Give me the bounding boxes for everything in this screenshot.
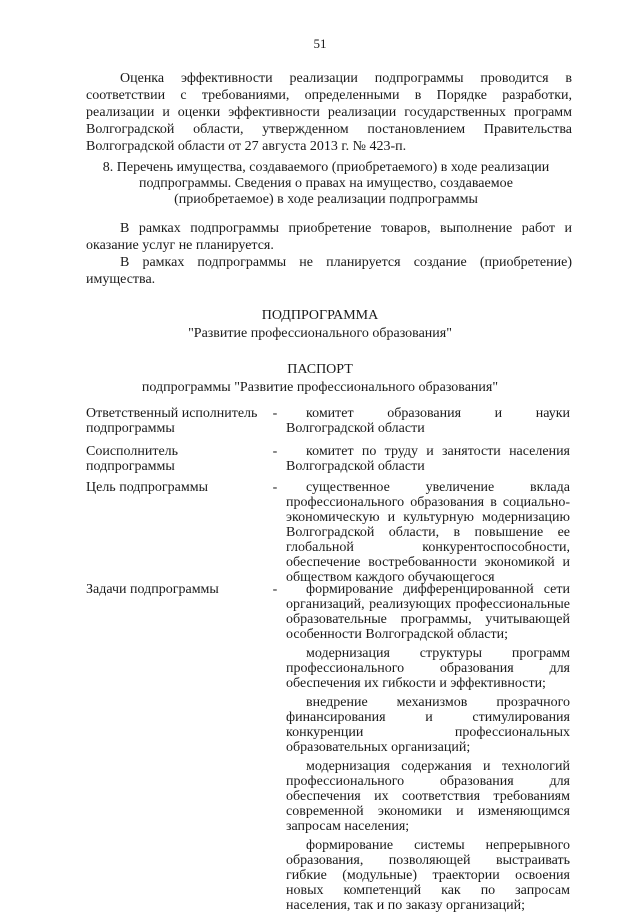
task-item: формирование системы непрерывного образования, позволяющей выстраивать гибкие (модульные) траектории освоения новых компетенций как по запросам населения, так и по заказу организаций; [286, 838, 570, 913]
task-item: внедрение механизмов прозрачного финансирования и стимулирования конкуренции профессиональных образовательных организаций; [286, 695, 570, 755]
goal-label: Цель подпрограммы [86, 480, 208, 495]
dash-separator: - [272, 480, 278, 495]
dash-separator: - [272, 582, 278, 597]
goal-value [286, 480, 570, 589]
subprogram-title: "Развитие профессионального образования" [188, 326, 452, 341]
responsible-label: Ответственный исполнитель подпрограммы [86, 406, 258, 436]
responsible-value-text: комитет образования и науки Волгоградской области [286, 406, 570, 436]
passport-heading: ПАСПОРТ [287, 362, 353, 377]
tasks-label: Задачи подпрограммы [86, 582, 219, 597]
section-8-heading: 8. Перечень имущества, создаваемого (приобретаемого) в ходе реализации подпрограммы. Сведения о правах на имущество, создаваемое (приобретаемое) в ходе реализации подпрограммы [102, 160, 550, 207]
task-item: модернизация структуры программ профессионального образования для обеспечения их гибкости и эффективности; [286, 646, 570, 691]
goal-value-text: существенное увеличение вклада профессионального образования в социально-экономическую и культурную модернизацию Волгоградской области, в повышение ее глобальной конкурентоспособности, обеспечение востребованности экономикой и обществом каждого обучающегося [286, 480, 570, 585]
property-paragraph: В рамках подпрограммы не планируется создание (приобретение) имущества. [86, 255, 572, 287]
coexecutor-value-text: комитет по труду и занятости населения Волгоградской области [286, 444, 570, 474]
dash-separator: - [272, 406, 278, 421]
page-number: 51 [313, 36, 327, 51]
tasks-list [286, 582, 570, 917]
subprogram-heading: ПОДПРОГРАММА [261, 308, 379, 323]
coexecutor-value [286, 444, 570, 478]
responsible-value [286, 406, 570, 440]
dash-separator: - [272, 444, 278, 459]
goods-paragraph: В рамках подпрограммы приобретение товаров, выполнение работ и оказание услуг не планируется. [86, 221, 572, 253]
coexecutor-label: Соисполнитель подпрограммы [86, 444, 179, 474]
intro-paragraph: Оценка эффективности реализации подпрограммы проводится в соответствии с требованиями, определенными в Порядке разработки, реализации и оценки эффективности реализации государственных программ Волгоградской области, утвержденном постановлением Правительства Волгоградской области от 27 августа 2013 г. № 423-п. [86, 71, 572, 154]
passport-subtitle: подпрограммы "Развитие профессионального образования" [141, 380, 499, 395]
task-item: формирование дифференцированной сети организаций, реализующих профессиональные образовательные программы, учитывающей особенности Волгоградской области; [286, 582, 570, 642]
task-item: модернизация содержания и технологий профессионального образования для обеспечения их соответствия требованиям современной экономики и изменяющимся запросам населения; [286, 759, 570, 834]
